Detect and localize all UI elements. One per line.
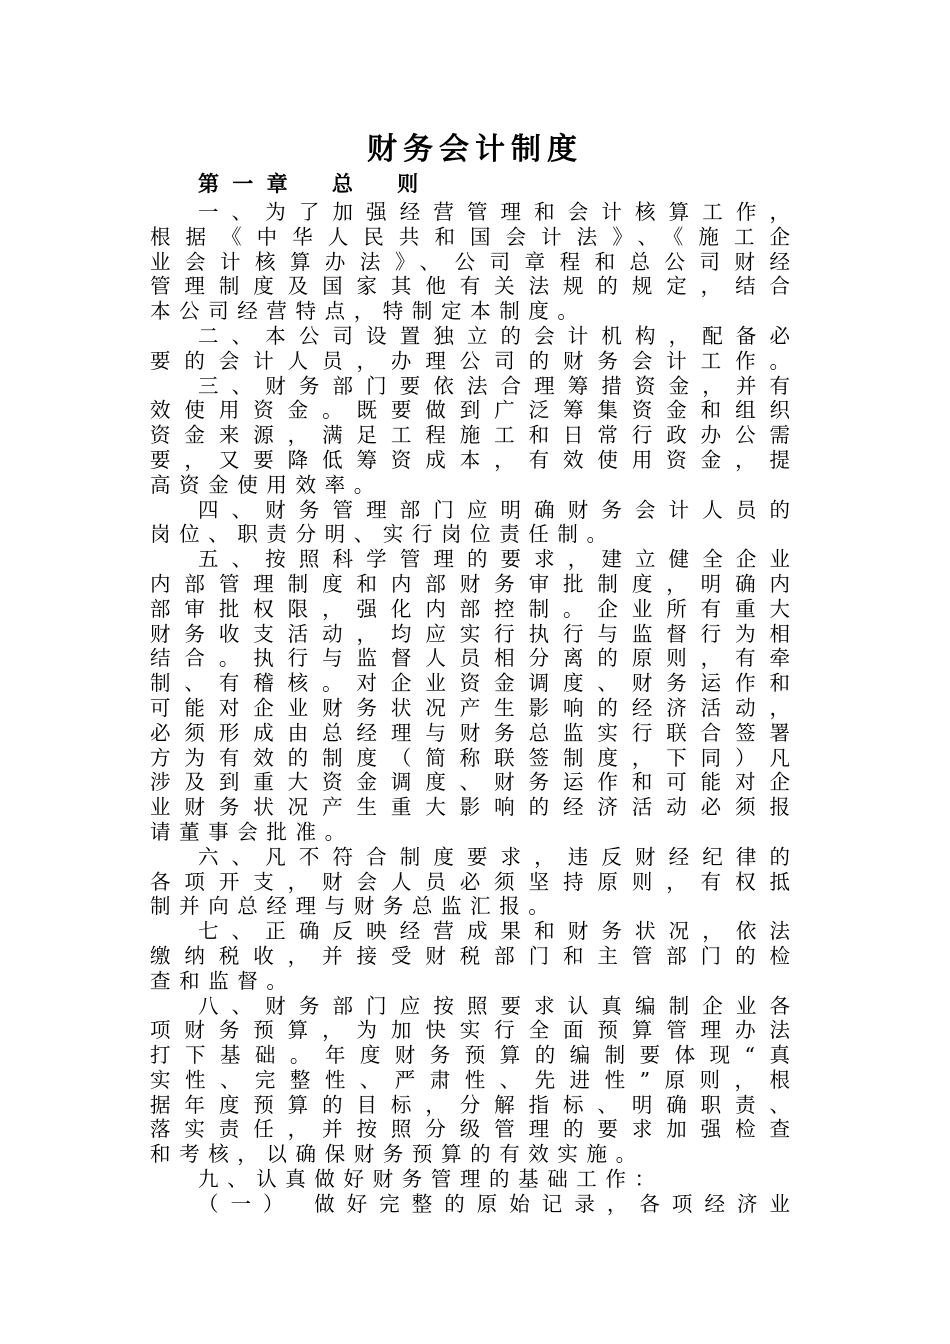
body-text-line: 实性、完整性、严肃性、先进性”原则，根	[150, 1067, 790, 1092]
body-text-line: 管理制度及国家其他有关法规的规定，结合	[150, 274, 790, 299]
body-text-line: 八、财务部门应按照要求认真编制企业各	[198, 993, 790, 1018]
body-text-line: 七、正确反映经营成果和财务状况，依法	[198, 919, 790, 944]
body-text-line: 部审批权限，强化内部控制。企业所有重大	[150, 596, 790, 621]
body-text-line: 业财务状况产生重大影响的经济活动必须报	[150, 795, 790, 820]
body-text-line: 六、凡不符合制度要求，违反财经纪律的	[198, 844, 790, 869]
body-text-line: 本公司经营特点，特制定本制度。	[150, 299, 587, 324]
body-text-line: 三、财务部门要依法合理筹措资金，并有	[198, 373, 790, 398]
body-text-line: 财务收支活动，均应实行执行与监督行为相	[150, 621, 790, 646]
body-text-line: 要，又要降低筹资成本，有效使用资金，提	[150, 447, 790, 472]
body-text-line: 打下基础。年度财务预算的编制要体现“真	[150, 1043, 790, 1068]
body-text-line: 制、有稽核。对企业资金调度、财务运作和	[150, 671, 790, 696]
body-text-line: 结合。执行与监督人员相分离的原则，有牵	[150, 646, 790, 671]
body-text-line: 五、按照科学管理的要求，建立健全企业	[198, 547, 790, 572]
body-text-line: 效使用资金。既要做到广泛筹集资金和组织	[150, 398, 790, 423]
body-text-line: 查和监督。	[150, 968, 296, 993]
body-text-line: 各项开支，财会人员必须坚持原则，有权抵	[150, 869, 790, 894]
body-text-line: 必须形成由总经理与财务总监实行联合签署	[150, 720, 790, 745]
body-text-line: 和考核，以确保财务预算的有效实施。	[150, 1142, 645, 1167]
body-text-line: 据年度预算的目标，分解指标、明确职责、	[150, 1092, 790, 1117]
body-text-line: 涉及到重大资金调度、财务运作和可能对企	[150, 770, 790, 795]
document-title: 财务会计制度	[367, 132, 583, 167]
body-text-line: （一） 做好完整的原始记录，各项经济业	[198, 1191, 790, 1216]
body-text-line: 制并向总经理与财务总监汇报。	[150, 894, 558, 919]
body-text-line: 请董事会批准。	[150, 819, 354, 844]
body-text-line: 业会计核算办法》、公司章程和总公司财经	[150, 249, 790, 274]
body-text-line: 可能对企业财务状况产生影响的经济活动，	[150, 695, 790, 720]
body-text-line: 方为有效的制度（简称联签制度，下同）凡	[150, 745, 790, 770]
body-text-line: 内部管理制度和内部财务审批制度，明确内	[150, 571, 790, 596]
body-text-line: 高资金使用效率。	[150, 472, 383, 497]
body-text-line: 项财务预算，为加快实行全面预算管理办法	[150, 1018, 790, 1043]
body-text-line: 根据《中华人民共和国会计法》、《施工企	[150, 224, 790, 249]
body-text-line: 岗位、职责分明、实行岗位责任制。	[150, 522, 616, 547]
chapter-heading: 第 一 章 总 则	[198, 171, 422, 196]
document-body	[150, 200, 790, 1217]
body-text-line: 要的会计人员，办理公司的财务会计工作。	[150, 348, 790, 373]
body-text-line: 九、认真做好财务管理的基础工作：	[198, 1167, 664, 1192]
body-text-line: 缴纳税收，并接受财税部门和主管部门的检	[150, 943, 790, 968]
body-text-line: 资金来源，满足工程施工和日常行政办公需	[150, 423, 790, 448]
body-text-line: 四、财务管理部门应明确财务会计人员的	[198, 497, 790, 522]
body-text-line: 一、为了加强经营管理和会计核算工作，	[198, 200, 790, 224]
body-text-line: 二、本公司设置独立的会计机构，配备必	[198, 323, 790, 348]
body-text-line: 落实责任，并按照分级管理的要求加强检查	[150, 1117, 790, 1142]
